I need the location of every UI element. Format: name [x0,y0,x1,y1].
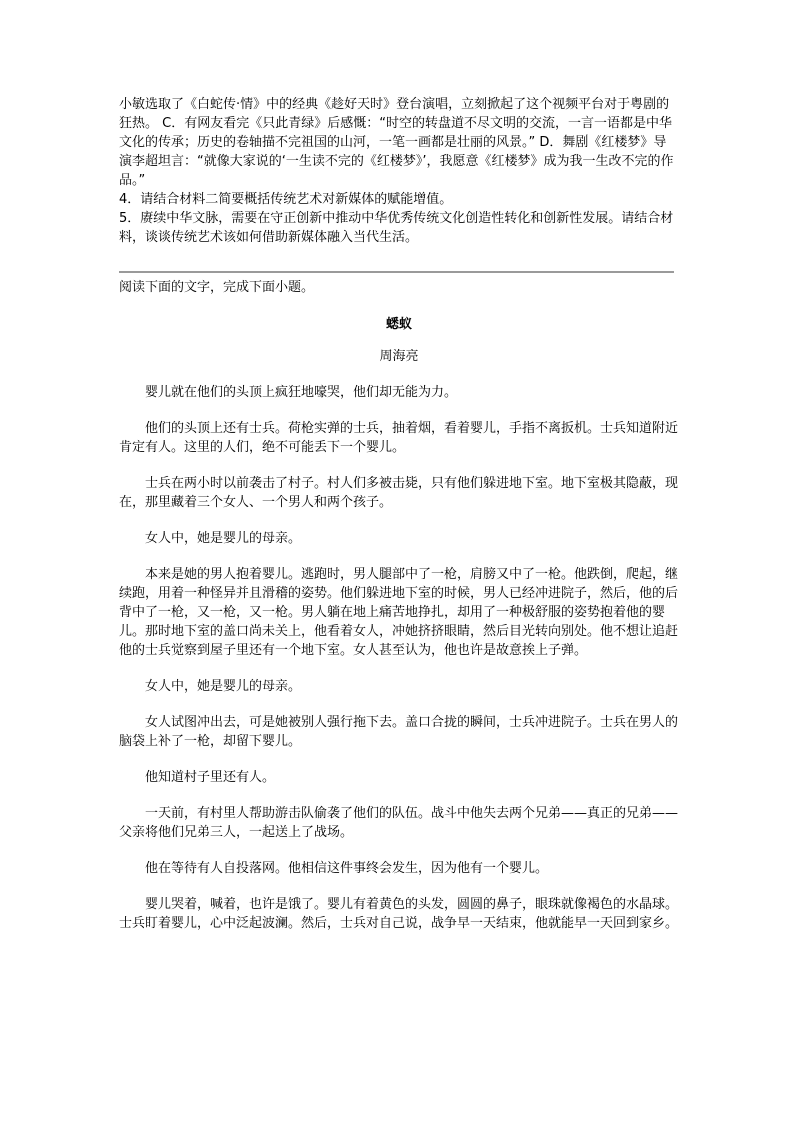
question-4: 4．请结合材料二简要概括传统艺术对新媒体的赋能增值。 [119,192,453,207]
story-paragraph: 女人中，她是婴儿的母亲。 [145,679,302,694]
story-paragraph: 他们的头顶上还有士兵。荷枪实弹的士兵，抽着烟，看着婴儿，手指不离扳机。士兵知道附近肯定有人。这里的人们，绝不可能丢下一个婴儿。 [119,421,679,455]
question-5: 5．赓续中华文脉，需要在守正创新中推动中华优秀传统文化创造性转化和创新性发展。请结合材料，谈谈传统艺术该如何借助新媒体融入当代生活。 [119,211,674,245]
story-paragraph: 女人试图冲出去，可是她被别人强行拖下去。盖口合拢的瞬间，士兵冲进院子。士兵在男人的脑袋上补了一枪，却留下婴儿。 [119,715,679,749]
story-paragraph: 一天前，有村里人帮助游击队偷袭了他们的队伍。战斗中他失去两个兄弟——真正的兄弟——父亲将他们兄弟三人，一起送上了战场。 [119,806,679,840]
option-text: 小敏选取了《白蛇传·情》中的经典《趁好天时》登台演唱，立刻掀起了这个视频平台对于粤剧的狂热。 C．有网友看完《只此青绿》后感慨：“时空的转盘道不尽文明的交流，一言一语都是中华文化的传承；历史的卷轴描不完祖国的山河，一笔一画都是壮丽的风景。” D．舞剧《红楼梦》导演李超坦言：“就像大家说的‘一生读不完的《红楼梦》’，我愿意《红楼梦》成为我一生改不完的作品。” [119,97,674,188]
reading-instruction: 阅读下面的文字，完成下面小题。 [119,280,315,295]
story-paragraph: 士兵在两小时以前袭击了村子。村人们多被击毙，只有他们躲进地下室。地下室极其隐蔽，现在，那里藏着三个女人、一个男人和两个孩子。 [119,476,679,510]
story-paragraph: 他知道村子里还有人。 [145,770,276,785]
section-divider [119,271,674,273]
previous-questions-block [119,95,679,247]
reading-passage [119,278,679,933]
story-paragraph: 婴儿就在他们的头顶上疯狂地嚎哭，他们却无能为力。 [145,385,458,400]
story-title: 蟋蚁 [385,317,412,332]
story-paragraph: 女人中，她是婴儿的母亲。 [145,531,302,546]
story-paragraph: 婴儿哭着，喊着，也许是饿了。婴儿有着黄色的头发，圆圆的鼻子，眼珠就像褐色的水晶球。士兵盯着婴儿，心中泛起波澜。然后，士兵对自己说，战争早一天结束，他就能早一天回到家乡。 [119,897,679,931]
story-paragraph: 他在等待有人自投落网。他相信这件事终会发生，因为他有一个婴儿。 [145,861,549,876]
story-paragraph: 本来是她的男人抱着婴儿。逃跑时，男人腿部中了一枪，肩膀又中了一枪。他跌倒，爬起，继续跑，用着一种怪异并且滑稽的姿势。他们躲进地下室的时候，男人已经冲进院子，然后，他的后背中了一枪，又一枪，又一枪。男人躺在地上痛苦地挣扎，却用了一种极舒服的姿势抱着他的婴儿。那时地下室的盖口尚未关上，他看着女人，冲她挤挤眼睛，然后目光转向别处。他不想让追赶他的士兵觉察到屋子里还有一个地下室。女人甚至认为，他也许是故意挨上子弹。 [119,567,679,658]
story-author: 周海亮 [379,349,419,364]
